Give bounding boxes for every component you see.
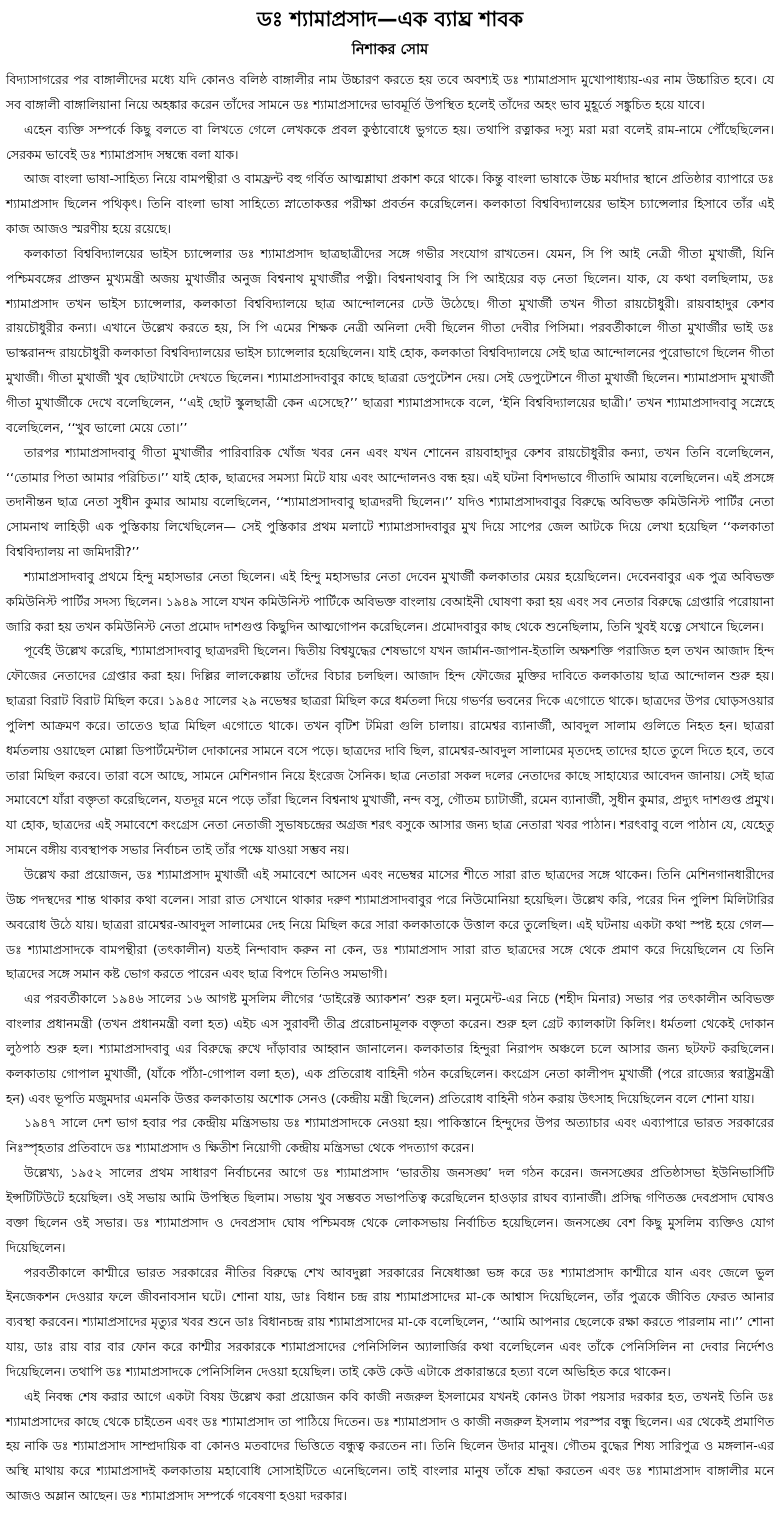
- article-body: [6, 68, 774, 1509]
- article-paragraph: পরবর্তীকালে কাশ্মীরে ভারত সরকারের নীতির বিরুদ্ধে শেখ আবদুল্লা সরকারের নিষেধাজ্ঞা ভঙ্গ করে ডঃ শ্যামাপ্রসাদ কাশ্মীরে যান এবং জেলে ভুল ইনজেকশন দেওয়ার ফলে জীবনাবসান ঘটে। শোনা যায়, ডাঃ বিধান চন্দ্র রায় শ্যামাপ্রসাদের মা-কে আশ্বাস দিয়েছিলেন, তাঁর পুত্রকে জীবিত ফেরত আনার ব্যবস্থা করবেন। শ্যামাপ্রসাদের মৃত্যুর খবর শুনে ডাঃ বিধানচন্দ্র রায় শ্যামাপ্রসাদের মা-কে বলেছিলেন, ‘‘আমি আপনার ছেলেকে রক্ষা করতে পারলাম না।’’ শোনা যায়, ডাঃ রায় বার বার ফোন করে কাশ্মীর সরকারকে শ্যামাপ্রসাদের পেনিসিলিন অ্যালার্জির কথা বলেছিলেন এবং তাঁকে পেনিসিলিন না দেবার নির্দেশও দিয়েছিলেন। তথাপি ডঃ শ্যামাপ্রসাদকে পেনিসিলিন দেওয়া হয়েছিল। তাই কেউ কেউ এটাকে প্রকারান্তরে হত্যা বলে অভিহিত করে থাকেন।: [6, 1264, 774, 1379]
- article-paragraph: ১৯৪৭ সালে দেশ ভাগ হবার পর কেন্দ্রীয় মন্ত্রিসভায় ডঃ শ্যামাপ্রসাদকে নেওয়া হয়। পাকিস্তানে হিন্দুদের উপর অত্যাচার এবং এব্যাপারে ভারত সরকারের নিঃস্পৃহতার প্রতিবাদে ডঃ শ্যামাপ্রসাদ ও ক্ষিতীশ নিয়োগী কেন্দ্রীয় মন্ত্রিসভা থেকে পদত্যাগ করেন।: [6, 1115, 774, 1156]
- article-paragraph: শ্যামাপ্রসাদবাবু প্রথমে হিন্দু মহাসভার নেতা ছিলেন। এই হিন্দু মহাসভার নেতা দেবেন মুখার্জী কলকাতার মেয়র হয়েছিলেন। দেবেনবাবুর এক পুত্র অবিভক্ত কমিউনিস্ট পার্টির সদস্য ছিলেন। ১৯৪৯ সালে যখন কমিউনিস্ট পার্টিকে অবিভক্ত বাংলায় বেআইনী ঘোষণা করা হয় এবং সব নেতার বিরুদ্ধে গ্রেপ্তারি পরোয়ানা জারি করা হয় তখন কমিউনিস্ট নেতা প্রমোদ দাশগুপ্ত কিছুদিন আত্মগোপন করেছিলেন। প্রমোদবাবুর কাছ থেকে শুনেছিলাম, তিনি খুবই যত্নে সেখানে ছিলেন।: [6, 568, 774, 634]
- article-paragraph: উল্লেখ্য, ১৯৫২ সালের প্রথম সাধারণ নির্বাচনের আগে ডঃ শ্যামাপ্রসাদ ‘ভারতীয় জনসঙ্ঘ’ দল গঠন করেন। জনসঙ্ঘের প্রতিষ্ঠাসভা ইউনিভার্সিটি ইন্সটিটিউটে হয়েছিল। ওই সভায় আমি উপস্থিত ছিলাম। সভায় খুব সম্ভবত সভাপতিত্ব করেছিলেন হাওড়ার রাঘব ব্যানার্জী। প্রসিদ্ধ গণিতজ্ঞ দেবপ্রসাদ ঘোষও বক্তা ছিলেন ওই সভার। ডঃ শ্যামাপ্রসাদ ও দেবপ্রসাদ ঘোষ পশ্চিমবঙ্গ থেকে লোকসভায় নির্বাচিত হয়েছিলেন। জনসঙ্ঘে বেশ কিছু মুসলিম ব্যক্তিও যোগ দিয়েছিলেন।: [6, 1165, 774, 1255]
- article-paragraph: এই নিবন্ধ শেষ করার আগে একটা বিষয় উল্লেখ করা প্রয়োজন কবি কাজী নজরুল ইসলামের যখনই কোনও টাকা পয়সার দরকার হত, তখনই তিনি ডঃ শ্যামাপ্রসাদের কাছে থেকে চাইতেন এবং ডঃ শ্যামাপ্রসাদ তা পাঠিয়ে দিতেন। ডঃ শ্যামাপ্রসাদ ও কাজী নজরুল ইসলাম পরস্পর বন্ধু ছিলেন। এর থেকেই প্রমাণিত হয় নাকি ডঃ শ্যামাপ্রসাদ সাম্প্রদায়িক বা কোনও মতবাদের ভিত্তিতে বন্ধুত্ব করতেন না। তিনি ছিলেন উদার মানুষ। গৌতম বুদ্ধের শিষ্য সারিপুত্র ও মঙ্গলান-এর অস্থি মাথায় করে শ্যামাপ্রসাদই কলকাতায় মহাবোধি সোসাইটিতে এনেছিলেন। তাই বাংলার মানুষ তাঁকে শ্রদ্ধা করতেন এবং ডঃ শ্যামাপ্রসাদ বাঙ্গালীর মনে আজও অম্লান আছেন। ডঃ শ্যামাপ্রসাদ সম্পর্কে গবেষণা হওয়া দরকার।: [6, 1388, 774, 1504]
- article-paragraph: উল্লেখ করা প্রয়োজন, ডঃ শ্যামাপ্রসাদ মুখার্জী এই সমাবেশে আসেন এবং নভেম্বর মাসের শীতে সারা রাত ছাত্রদের সঙ্গে থাকেন। তিনি মেশিনগানধারীদের উচ্চ পদস্থদের শান্ত থাকার কথা বলেন। সারা রাত সেখানে থাকার দরুণ শ্যামাপ্রসাদবাবুর পরে নিউমোনিয়া হয়েছিল। উল্লেখ করি, পরের দিন পুলিশ মিলিটারির অবরোধ উঠে যায়। ছাত্ররা রামেশ্বর-আবদুল সালামের দেহ নিয়ে মিছিল করে সারা কলকাতাকে উত্তাল করে তুলেছিল। এই ঘটনায় একটা কথা স্পষ্ট হয়ে গেল— ডঃ শ্যামাপ্রসাদকে বামপন্থীরা (তৎকালীন) যতই নিন্দাবাদ করুন না কেন, ডঃ শ্যামাপ্রসাদ সারা রাত ছাত্রদের সঙ্গে থেকে প্রমাণ করে দিয়েছিলেন যে তিনি ছাত্রদের সঙ্গে সমান কষ্ট ভোগ করতে পারেন এবং ছাত্র বিপদে তিনিও সমভাগী।: [6, 867, 774, 982]
- article-paragraph: এর পরবর্তীকালে ১৯৪৬ সালের ১৬ আগষ্ট মুসলিম লীগের ‘ডাইরেক্ট অ্যাকশন’ শুরু হল। মনুমেন্ট-এর নিচে (শহীদ মিনার) সভার পর তৎকালীন অবিভক্ত বাংলার প্রধানমন্ত্রী (তখন প্রধানমন্ত্রী বলা হত) এইচ এস সুরাবর্দী তীব্র প্ররোচনামূলক বক্তৃতা করেন। শুরু হল গ্রেট ক্যালকাটা কিলিং। ধর্মতলা থেকেই দোকান লুঠপাঠ শুরু হল। শ্যামাপ্রসাদবাবু এর বিরুদ্ধে রুখে দাঁড়াবার আহ্বান জানালেন। কলকাতার হিন্দুরা নিরাপদ অঞ্চলে চলে আসার জন্য ছটফট করছিলেন। কলকাতায় গোপাল মুখার্জী, (যাঁকে পাঁঠা-গোপাল বলা হত), এক প্রতিরোধ বাহিনী গঠন করেছিলেন। কংগ্রেস নেতা কালীপদ মুখার্জী (পরে রাজ্যের স্বরাষ্ট্রমন্ত্রী হন) এবং ভূপতি মজুমদার এমনকি উত্তর কলকাতায় অশোক সেনও (কেন্দ্রীয় মন্ত্রী ছিলেন) প্রতিরোধ বাহিনী গঠন করায় উৎসাহ দিয়েছিলেন বলে শোনা যায়।: [6, 991, 774, 1106]
- article-paragraph: এহেন ব্যক্তি সম্পর্কে কিছু বলতে বা লিখতে গেলে লেখককে প্রবল কুণ্ঠাবোধে ভুগতে হয়। তথাপি রত্নাকর দস্যু মরা মরা বলেই রাম-নামে পৌঁছেছিলেন। সেরকম ভাবেই ডঃ শ্যামাপ্রসাদ সম্বন্ধে বলা যাক।: [6, 121, 774, 162]
- article-paragraph: তারপর শ্যামাপ্রসাদবাবু গীতা মুখার্জীর পারিবারিক খোঁজ খবর নেন এবং যখন শোনেন রায়বাহাদুর কেশব রায়চৌধুরীর কন্যা, তখন তিনি বলেছিলেন, ‘‘তোমার পিতা আমার পরিচিত।’’ যাই হোক, ছাত্রদের সমস্যা মিটে যায় এবং আন্দোলনও বন্ধ হয়। এই ঘটনা বিশদভাবে গীতাদি আমায় বলেছিলেন। এই প্রসঙ্গে তদানীন্তন ছাত্র নেতা সুধীন কুমার আমায় বলেছিলেন, ‘‘শ্যামাপ্রসাদবাবু ছাত্রদরদী ছিলেন।’’ যদিও শ্যামাপ্রসাদবাবুর বিরুদ্ধে অবিভক্ত কমিউনিস্ট পার্টির নেতা সোমনাথ লাহিড়ী এক পুস্তিকায় লিখেছিলেন— সেই পুস্তিকার প্রথম মলাটে শ্যামাপ্রসাদবাবুর মুখ দিয়ে সাপের জেল আটকে দিয়ে লেখা হয়েছিল ‘‘কলকাতা বিশ্ববিদ্যালয় না জমিদারী?’’: [6, 444, 774, 560]
- article-paragraph: কলকাতা বিশ্ববিদ্যালয়ের ভাইস চ্যান্সেলার ডঃ শ্যামাপ্রসাদ ছাত্রছাত্রীদের সঙ্গে গভীর সংযোগ রাখতেন। যেমন, সি পি আই নেত্রী গীতা মুখার্জী, যিনি পশ্চিমবঙ্গের প্রাক্তন মুখ্যমন্ত্রী অজয় মুখার্জীর অনুজ বিশ্বনাথ মুখার্জীর পত্নী। বিশ্বনাথবাবু সি পি আইয়ের বড় নেতা ছিলেন। যাক, যে কথা বলছিলাম, ডঃ শ্যামাপ্রসাদ তখন ভাইস চ্যান্সেলার, কলকাতা বিশ্ববিদ্যালয়ে ছাত্র আন্দোলনের ঢেউ উঠেছে। গীতা মুখার্জী তখন গীতা রায়চৌধুরী। রায়বাহাদুর কেশব রায়চৌধুরীর কন্যা। এখানে উল্লেখ করতে হয়, সি পি এমের শিক্ষক নেত্রী অনিলা দেবী ছিলেন গীতা দেবীর পিসিমা। পরবর্তীকালে গীতা মুখার্জীর ভাই ডঃ ভাস্করানন্দ রায়চৌধুরী কলকাতা বিশ্ববিদ্যালয়ের ভাইস চ্যান্সেলার হয়েছিলেন। যাই হোক, কলকাতা বিশ্ববিদ্যালয়ে সেই ছাত্র আন্দোলনের পুরোভাগে ছিলেন গীতা মুখার্জী। গীতা মুখার্জী খুব ছোটখাটো দেখতে ছিলেন। শ্যামাপ্রসাদবাবুর কাছে ছাত্ররা ডেপুটেশন দেয়। সেই ডেপুটেশনে গীতা মুখার্জী ছিলেন। শ্যামাপ্রসাদ মুখার্জী গীতা মুখার্জীকে দেখে বলেছিলেন, ‘‘এই ছোট স্কুলছাত্রী কেন এসেছে?’’ ছাত্ররা শ্যামাপ্রসাদকে বলে, ‘ইনি বিশ্ববিদ্যালয়ের ছাত্রী।’ তখন শ্যামাপ্রসাদবাবু সস্নেহে বলেছিলেন, ‘‘খুব ভালো মেয়ে তো।’’: [6, 245, 774, 435]
- article-author: নিশাকর সোম: [351, 42, 429, 58]
- article-paragraph: আজ বাংলা ভাষা-সাহিত্য নিয়ে বামপন্থীরা ও বামফ্রন্ট বহু গর্বিত আত্মশ্লাঘা প্রকাশ করে থাকে। কিন্তু বাংলা ভাষাকে উচ্চ মর্যাদার স্থানে প্রতিষ্ঠার ব্যাপারে ডঃ শ্যামাপ্রসাদ ছিলেন পথিকৃৎ। তিনি বাংলা ভাষা সাহিত্যে স্নাতোকত্তর পরীক্ষা প্রবর্তন করেছিলেন। কলকাতা বিশ্ববিদ্যালয়ের ভাইস চ্যান্সেলার হিসাবে তাঁর এই কাজ আজও স্মরণীয় হয়ে রয়েছে।: [6, 171, 774, 237]
- article-title: ডঃ শ্যামাপ্রসাদ—এক ব্যাঘ্র শাবক: [256, 7, 524, 31]
- article-paragraph: পূর্বেই উল্লেখ করেছি, শ্যামাপ্রসাদবাবু ছাত্রদরদী ছিলেন। দ্বিতীয় বিশ্বযুদ্ধের শেষভাগে যখন জার্মান-জাপান-ইতালি অক্ষশক্তি পরাজিত হল তখন আজাদ হিন্দ ফৌজের নেতাদের গ্রেপ্তার করা হয়। দিল্লির লালকেল্লায় তাঁদের বিচার চলছিল। আজাদ হিন্দ ফৌজের মুক্তির দাবিতে কলকাতায় ছাত্র আন্দোলন শুরু হয়। ছাত্ররা বিরাট বিরাট মিছিল করে। ১৯৪৫ সালের ২৯ নভেম্বর ছাত্ররা মিছিল করে ধর্মতলা দিয়ে গভর্ণর ভবনের দিকে এগোতে থাকে। ছাত্রদের উপর ঘোড়সওয়ার পুলিশ আক্রমণ করে। তাতেও ছাত্র মিছিল এগোতে থাকে। তখন বৃটিশ টমিরা গুলি চালায়। রামেশ্বর ব্যানার্জী, আবদুল সালাম গুলিতে নিহত হন। ছাত্ররা ধর্মতলায় ওয়াছেল মোল্লা ডিপার্টমেন্টাল দোকানের সামনে বসে পড়ে। ছাত্রদের দাবি ছিল, রামেশ্বর-আবদুল সালামের মৃতদেহ তাদের হাতে তুলে দিতে হবে, তবে তারা মিছিল করবে। তারা বসে আছে, সামনে মেশিনগান নিয়ে ইংরেজ সৈনিক। ছাত্র নেতারা সকল দলের নেতাদের কাছে সাহায্যের আবেদন জানায়। সেই ছাত্র সমাবেশে যাঁরা বক্তৃতা করেছিলেন, যতদূর মনে পড়ে তাঁরা ছিলেন বিশ্বনাথ মুখার্জী, নন্দ বসু, গৌতম চ্যাটার্জী, রমেন ব্যানার্জী, সুধীন কুমার, প্রদ্যুৎ দাশগুপ্ত প্রমুখ। যা হোক, ছাত্রদের এই সমাবেশে কংগ্রেস নেতা নেতাজী সুভাষচন্দ্রের অগ্রজ শরৎ বসুকে আসার জন্য ছাত্র নেতারা খবর পাঠান। শরৎবাবু বলে পাঠান যে, যেহেতু সামনে বঙ্গীয় ব্যবস্থাপক সভার নির্বাচন তাই তাঁর পক্ষে যাওয়া সম্ভব নয়।: [6, 643, 774, 858]
- article-paragraph: বিদ্যাসাগরের পর বাঙ্গালীদের মধ্যে যদি কোনও বলিষ্ঠ বাঙ্গালীর নাম উচ্চারণ করতে হয় তবে অবশ্যই ডঃ শ্যামাপ্রসাদ মুখোপাধ্যায়-এর নাম উচ্চারিত হবে। যে সব বাঙ্গালী বাঙ্গালিয়ানা নিয়ে অহঙ্কার করেন তাঁদের সামনে ডঃ শ্যামাপ্রসাদের ভাবমূর্তি উপস্থিত হলেই তাঁদের অহং ভাব মুহূর্তে সঙ্কুচিত হয়ে যাবে।: [6, 72, 774, 112]
